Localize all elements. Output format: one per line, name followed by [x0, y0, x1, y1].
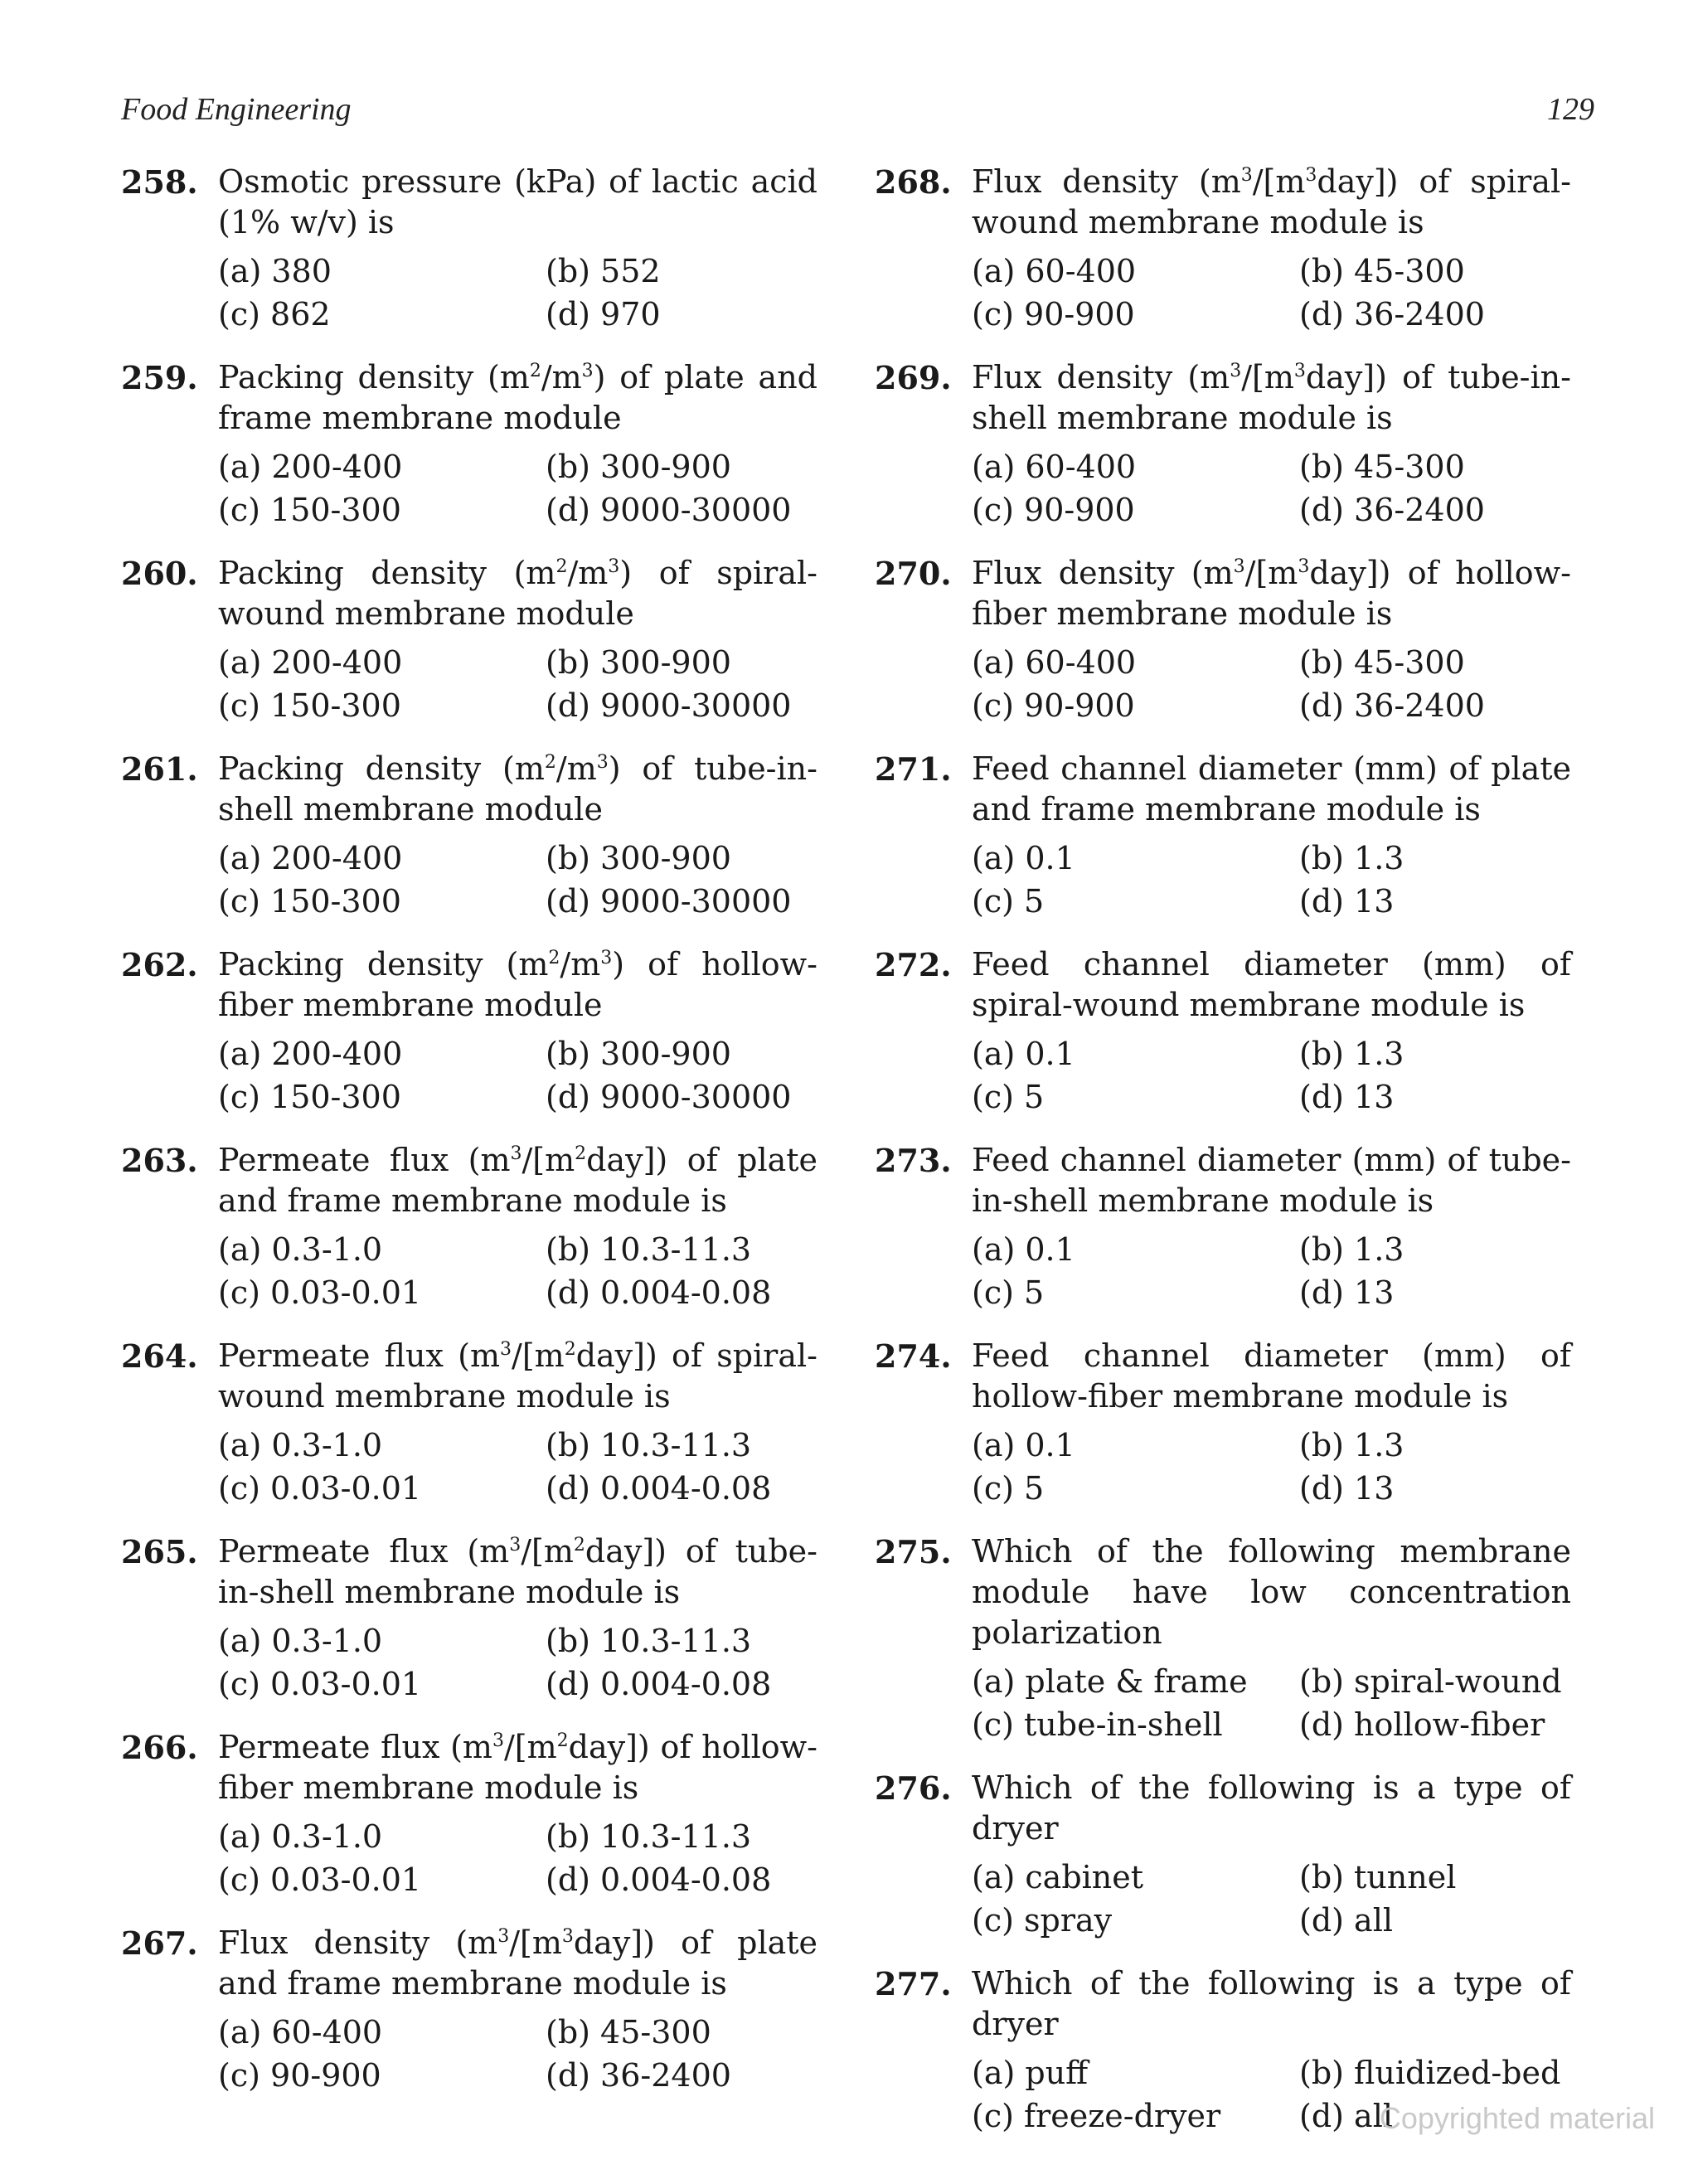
question-number: 277.	[875, 1965, 952, 2002]
question-item	[121, 1727, 817, 1901]
answer-options	[972, 837, 1571, 923]
question-stem: Feed channel diameter (mm) of plate and frame membrane module is	[972, 750, 1571, 827]
option-b: (b) 45-300	[1299, 449, 1465, 485]
option-c: (c) 862	[218, 296, 331, 332]
question-item	[875, 1336, 1571, 1510]
option-d: (d) all	[1299, 1902, 1394, 1939]
question-number: 272.	[875, 946, 952, 983]
option-b: (b) 10.3-11.3	[546, 1623, 752, 1659]
option-c: (c) 5	[972, 883, 1045, 920]
question-stem: Permeate flux $(m^3/[m^2day])$ of spiral-wound membrane module is	[218, 1337, 817, 1415]
question-item	[121, 357, 817, 531]
question-item	[121, 162, 817, 336]
option-d: (d) 0.004-0.08	[546, 1666, 772, 1702]
option-c: (c) 90-900	[218, 2057, 381, 2094]
question-item	[875, 749, 1571, 923]
question-stem: Flux density $(m^3/[m^3day])$ of spiral-wound membrane module is	[972, 163, 1571, 240]
question-number: 263.	[121, 1142, 198, 1179]
answer-options	[218, 641, 817, 727]
option-a: (a) 0.3-1.0	[218, 1231, 383, 1268]
copyright-watermark: Copyrighted material	[1379, 2101, 1655, 2135]
question-item	[875, 944, 1571, 1119]
option-c: (c) spray	[972, 1902, 1113, 1939]
answer-options	[218, 1619, 817, 1706]
option-a: (a) 0.1	[972, 1231, 1075, 1268]
answer-options	[218, 2011, 817, 2097]
option-b: (b) 45-300	[1299, 644, 1465, 681]
option-a: (a) 60-400	[218, 2014, 383, 2051]
question-number: 265.	[121, 1533, 198, 1570]
question-stem: Feed channel diameter (mm) of tube-in-shell membrane module is	[972, 1142, 1571, 1219]
question-number: 275.	[875, 1533, 952, 1570]
option-b: (b) fluidized-bed	[1299, 2055, 1561, 2091]
right-column	[875, 162, 1571, 2159]
option-a: (a) plate & frame	[972, 1663, 1248, 1700]
question-number: 264.	[121, 1337, 198, 1375]
question-number: 259.	[121, 359, 198, 396]
option-d: (d) all	[1299, 2098, 1394, 2134]
option-c: (c) 90-900	[972, 687, 1135, 724]
option-b: (b) tunnel	[1299, 1859, 1457, 1895]
question-number: 258.	[121, 163, 198, 201]
option-c: (c) freeze-dryer	[972, 2098, 1221, 2134]
question-stem: Permeate flux $(m^3/[m^2day])$ of plate and frame membrane module is	[218, 1142, 818, 1219]
question-item	[875, 1140, 1571, 1314]
question-stem: Permeate flux $(m^3/[m^2day])$ of tube-in-shell membrane module is	[218, 1533, 817, 1610]
option-c: (c) 150-300	[218, 1079, 401, 1115]
question-number: 262.	[121, 946, 198, 983]
option-d: (d) 13	[1299, 1470, 1395, 1507]
option-c: (c) 5	[972, 1470, 1045, 1507]
option-b: (b) 300-900	[546, 644, 731, 681]
question-stem: Feed channel diameter (mm) of spiral-wound membrane module is	[972, 946, 1571, 1023]
option-d: (d) 36-2400	[1299, 296, 1485, 332]
answer-options	[218, 837, 817, 923]
left-column	[121, 162, 817, 2118]
option-b: (b) 300-900	[546, 1036, 731, 1072]
question-item	[875, 357, 1571, 531]
option-a: (a) 200-400	[218, 644, 403, 681]
answer-options	[218, 1815, 817, 1901]
option-a: (a) cabinet	[972, 1859, 1144, 1895]
option-a: (a) puff	[972, 2055, 1089, 2091]
option-b: (b) 45-300	[546, 2014, 711, 2051]
option-d: (d) 13	[1299, 883, 1395, 920]
option-a: (a) 0.3-1.0	[218, 1623, 383, 1659]
question-stem: Which of the following is a type of dryer	[972, 1769, 1571, 1847]
option-a: (a) 0.3-1.0	[218, 1427, 383, 1463]
question-number: 273.	[875, 1142, 952, 1179]
option-a: (a) 0.1	[972, 1036, 1075, 1072]
answer-options	[218, 1032, 817, 1119]
option-b: (b) 10.3-11.3	[546, 1818, 752, 1855]
option-c: (c) 150-300	[218, 492, 401, 528]
option-d: (d) 36-2400	[546, 2057, 731, 2094]
answer-options	[972, 641, 1571, 727]
question-stem: Packing density $(m^2/m^3)$ of plate and frame membrane module	[218, 359, 817, 436]
question-item	[875, 1768, 1571, 1942]
option-b: (b) spiral-wound	[1299, 1663, 1562, 1700]
question-item	[121, 1531, 817, 1706]
option-d: (d) 36-2400	[1299, 687, 1485, 724]
option-c: (c) 0.03-0.01	[218, 1861, 422, 1898]
option-d: (d) 36-2400	[1299, 492, 1485, 528]
option-a: (a) 60-400	[972, 644, 1137, 681]
option-a: (a) 200-400	[218, 840, 403, 876]
option-a: (a) 0.3-1.0	[218, 1818, 383, 1855]
answer-options	[218, 1424, 817, 1510]
question-item	[121, 1140, 817, 1314]
option-c: (c) 0.03-0.01	[218, 1666, 422, 1702]
option-d: (d) 970	[546, 296, 661, 332]
question-item	[875, 1531, 1571, 1746]
option-b: (b) 1.3	[1299, 840, 1404, 876]
question-number: 266.	[121, 1729, 198, 1766]
option-b: (b) 10.3-11.3	[546, 1427, 752, 1463]
option-b: (b) 45-300	[1299, 253, 1465, 289]
question-stem: Which of the following membrane module have low concentration polarization	[972, 1533, 1571, 1651]
question-item	[121, 553, 817, 727]
option-c: (c) 0.03-0.01	[218, 1274, 422, 1311]
option-c: (c) 5	[972, 1079, 1045, 1115]
question-stem: Packing density $(m^2/m^3)$ of hollow-fiber membrane module	[218, 946, 817, 1023]
answer-options	[218, 1228, 817, 1314]
question-stem: Packing density $(m^2/m^3)$ of spiral-wound membrane module	[218, 555, 817, 632]
option-b: (b) 552	[546, 253, 661, 289]
question-stem: Feed channel diameter (mm) of hollow-fiber membrane module is	[972, 1337, 1571, 1415]
option-d: (d) 13	[1299, 1079, 1395, 1115]
option-b: (b) 300-900	[546, 840, 731, 876]
option-c: (c) 90-900	[972, 492, 1135, 528]
running-header-title: Food Engineering	[121, 92, 352, 127]
option-c: (c) tube-in-shell	[972, 1706, 1223, 1743]
question-number: 267.	[121, 1924, 198, 1962]
option-b: (b) 1.3	[1299, 1036, 1404, 1072]
option-b: (b) 300-900	[546, 449, 731, 485]
option-a: (a) 0.1	[972, 840, 1075, 876]
question-number: 274.	[875, 1337, 952, 1375]
answer-options	[972, 1660, 1571, 1746]
option-a: (a) 60-400	[972, 449, 1137, 485]
answer-options	[972, 1228, 1571, 1314]
option-c: (c) 5	[972, 1274, 1045, 1311]
option-d: (d) 0.004-0.08	[546, 1470, 772, 1507]
question-number: 270.	[875, 555, 952, 592]
question-number: 269.	[875, 359, 952, 396]
option-a: (a) 60-400	[972, 253, 1137, 289]
page-number: 129	[1547, 92, 1594, 127]
question-stem: Osmotic pressure (kPa) of lactic acid (1% w/v) is	[218, 163, 817, 240]
option-c: (c) 90-900	[972, 296, 1135, 332]
option-b: (b) 1.3	[1299, 1427, 1404, 1463]
question-number: 260.	[121, 555, 198, 592]
answer-options	[218, 250, 817, 336]
option-a: (a) 200-400	[218, 449, 403, 485]
question-number: 261.	[121, 750, 198, 788]
question-number: 276.	[875, 1769, 952, 1807]
option-c: (c) 0.03-0.01	[218, 1470, 422, 1507]
option-d: (d) 9000-30000	[546, 492, 792, 528]
question-number: 271.	[875, 750, 952, 788]
option-d: (d) 9000-30000	[546, 883, 792, 920]
option-d: (d) hollow-fiber	[1299, 1706, 1545, 1743]
answer-options	[972, 1856, 1571, 1942]
option-d: (d) 13	[1299, 1274, 1395, 1311]
option-b: (b) 1.3	[1299, 1231, 1404, 1268]
option-d: (d) 0.004-0.08	[546, 1861, 772, 1898]
question-stem: Which of the following is a type of dryer	[972, 1965, 1571, 2042]
answer-options	[218, 445, 817, 531]
question-stem: Flux density $(m^3/[m^3day])$ of hollow-fiber membrane module is	[972, 555, 1571, 632]
question-item	[121, 1923, 817, 2097]
question-item	[121, 1336, 817, 1510]
option-a: (a) 200-400	[218, 1036, 403, 1072]
question-number: 268.	[875, 163, 952, 201]
option-a: (a) 0.1	[972, 1427, 1075, 1463]
option-c: (c) 150-300	[218, 687, 401, 724]
question-item	[875, 553, 1571, 727]
option-d: (d) 9000-30000	[546, 687, 792, 724]
option-d: (d) 9000-30000	[546, 1079, 792, 1115]
question-stem: Packing density $(m^2/m^3)$ of tube-in-shell membrane module	[218, 750, 817, 827]
option-b: (b) 10.3-11.3	[546, 1231, 752, 1268]
question-item	[121, 749, 817, 923]
question-item	[121, 944, 817, 1119]
question-stem: Permeate flux $(m^3/[m^2day])$ of hollow-fiber membrane module is	[218, 1729, 817, 1806]
question-item	[875, 162, 1571, 336]
question-stem: Flux density $(m^3/[m^3day])$ of tube-in-shell membrane module is	[972, 359, 1571, 436]
option-a: (a) 380	[218, 253, 332, 289]
answer-options	[972, 1424, 1571, 1510]
answer-options	[972, 1032, 1571, 1119]
answer-options	[972, 445, 1571, 531]
option-d: (d) 0.004-0.08	[546, 1274, 772, 1311]
answer-options	[972, 250, 1571, 336]
question-stem: Flux density $(m^3/[m^3day])$ of plate and frame membrane module is	[218, 1924, 818, 2002]
option-c: (c) 150-300	[218, 883, 401, 920]
